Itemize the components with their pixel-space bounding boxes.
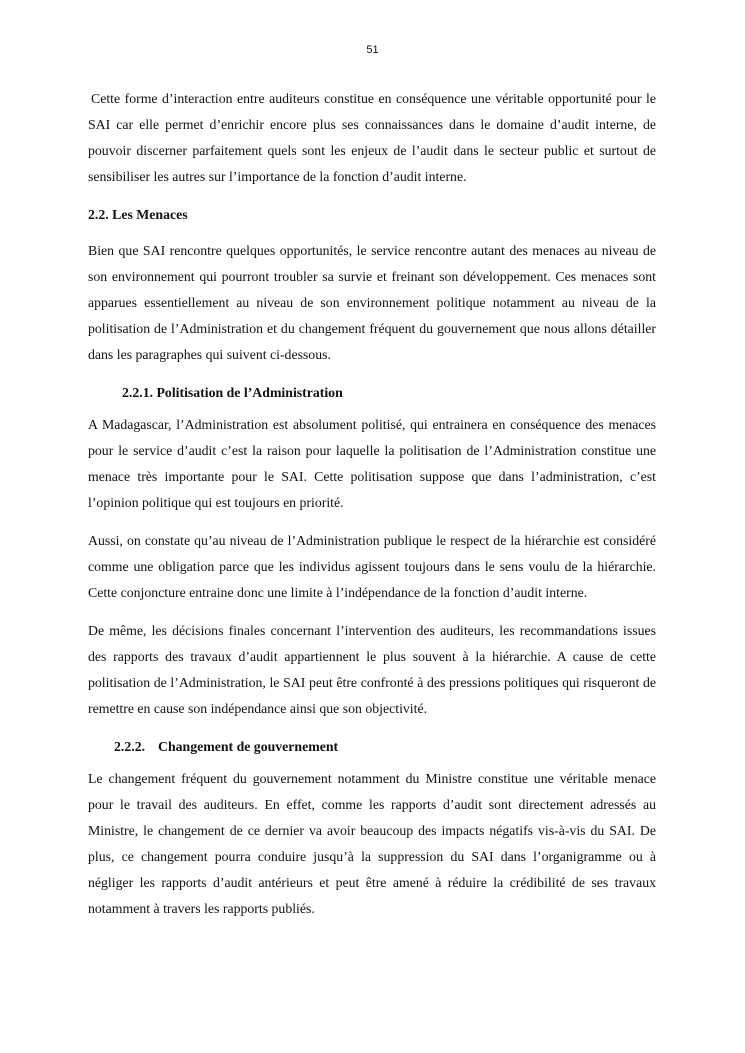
document-body xyxy=(88,86,656,934)
subsection-heading-changement xyxy=(88,734,656,760)
paragraph-politisation-3: De même, les décisions finales concernant l’intervention des auditeurs, les recommandations issues des rapports des travaux d’audit appartiennent le plus souvent à la hiérarchie. A cause de cette politisation de l’Administration, le SAI peut être confronté à des pressions politiques qui risqueront de remettre en cause son indépendance ainsi que son objectivité. xyxy=(88,623,656,716)
section-heading-menaces: 2.2. Les Menaces xyxy=(88,207,188,222)
paragraph-intro: Cette forme d’interaction entre auditeurs constitue en conséquence une véritable opportunité pour le SAI car elle permet d’enrichir encore plus ses connaissances dans le domaine d’audit interne, de pouvoir discerner parfaitement quels sont les enjeux de l’audit dans le secteur public et surtout de sensibiliser les autres sur l’importance de la fonction d’audit interne. xyxy=(88,91,656,184)
subsection-heading-politisation: 2.2.1. Politisation de l’Administration xyxy=(122,385,343,400)
subsection-number-changement: 2.2.2. xyxy=(114,739,146,754)
paragraph-politisation-2: Aussi, on constate qu’au niveau de l’Administration publique le respect de la hiérarchie est considéré comme une obligation parce que les individus agissent toujours dans le sens voulu de la hiérarchie. Cette conjoncture entraine donc une limite à l’indépendance de la fonction d’audit interne. xyxy=(88,533,656,600)
paragraph-changement-1: Le changement fréquent du gouvernement notamment du Ministre constitue une véritable menace pour le travail des auditeurs. En effet, comme les rapports d’audit sont directement adressés au Ministre, le changement de ce dernier va avoir beaucoup des impacts négatifs vis-à-vis du SAI. De plus, ce changement pourra conduire jusqu’à la suppression du SAI dans l’organigramme ou à négliger les rapports d’audit antérieurs et peut être amené à réduire la crédibilité de ses travaux notamment à travers les rapports publiés. xyxy=(88,771,656,916)
page-number: 51 xyxy=(366,44,379,56)
paragraph-menaces-intro: Bien que SAI rencontre quelques opportunités, le service rencontre autant des menaces au niveau de son environnement qui pourront troubler sa survie et freinant son développement. Ces menaces sont apparues essentiellement au niveau de son environnement politique notamment au niveau de la politisation de l’Administration et du changement fréquent du gouvernement que nous allons détailler dans les paragraphes qui suivent ci-dessous. xyxy=(88,243,656,362)
paragraph-politisation-1: A Madagascar, l’Administration est absolument politisé, qui entrainera en conséquence des menaces pour le service d’audit c’est la raison pour laquelle la politisation de l’Administration constitue une menace très importante pour le SAI. Cette politisation suppose que dans l’administration, c’est l’opinion politique qui est toujours en priorité. xyxy=(88,417,656,510)
subsection-title-changement: Changement de gouvernement xyxy=(158,739,339,754)
